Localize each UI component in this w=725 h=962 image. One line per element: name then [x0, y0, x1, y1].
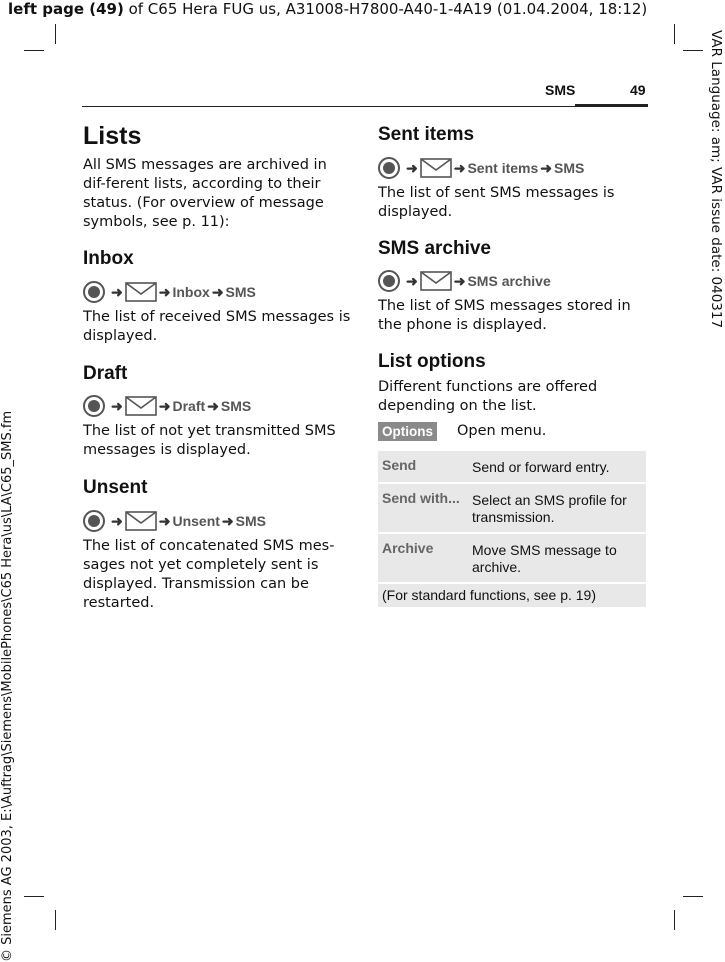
inbox-heading: Inbox — [83, 248, 134, 269]
table-row — [378, 451, 646, 482]
option-key: Send — [378, 451, 468, 482]
crop-mark — [683, 896, 703, 897]
option-key: Send with... — [378, 484, 468, 532]
arrow-right-icon: ➜ — [453, 272, 466, 289]
sent-items-menu-path — [378, 154, 648, 182]
right-column — [378, 123, 648, 609]
table-row — [378, 584, 646, 607]
crop-mark — [674, 910, 675, 930]
path-item: Sent items — [467, 160, 539, 176]
options-key-row — [378, 422, 648, 441]
crop-mark — [683, 50, 703, 51]
arrow-right-icon: ➜ — [540, 159, 553, 176]
envelope-icon — [420, 271, 452, 291]
path-item: SMS — [554, 160, 585, 176]
arrow-right-icon: ➜ — [211, 283, 224, 300]
header-rule-accent — [575, 104, 648, 107]
arrow-right-icon: ➜ — [111, 512, 123, 529]
sms-archive-menu-path — [378, 267, 648, 295]
path-item: SMS — [225, 284, 256, 300]
table-row — [378, 534, 646, 582]
path-item: SMS — [235, 513, 266, 529]
option-desc: Send or forward entry. — [468, 451, 646, 482]
arrow-right-icon: ➜ — [406, 159, 418, 176]
option-desc: Select an SMS profile for transmission. — [468, 484, 646, 532]
crop-mark — [674, 24, 675, 44]
sms-archive-heading: SMS archive — [378, 238, 491, 259]
intro-text: All SMS messages are archived in dif-ferent lists, according to their status. (For overview of message symbols, see p. 11): — [83, 157, 327, 230]
inbox-menu-path — [83, 278, 353, 306]
options-table — [378, 449, 646, 609]
navigation-key-icon — [83, 281, 105, 303]
table-row — [378, 484, 646, 532]
arrow-right-icon: ➜ — [221, 512, 234, 529]
draft-menu-path — [83, 392, 353, 420]
path-item: Inbox — [172, 284, 210, 300]
copyright-path: © Siemens AG 2003, E:\Auftrag\Siemens\MobilePhones\C65 Hera\us\LA\C65_SMS.fm — [0, 410, 15, 962]
envelope-icon — [125, 511, 157, 531]
print-header-bold: left page (49) — [8, 0, 124, 18]
print-header-rest: of C65 Hera FUG us, A31008-H7800-A40-1-4A19 (01.04.2004, 18:12) — [123, 0, 648, 18]
crop-mark — [55, 24, 56, 44]
draft-text: The list of not yet transmitted SMS messages is displayed. — [83, 423, 336, 458]
navigation-key-icon — [83, 510, 105, 532]
inbox-text: The list of received SMS messages is displayed. — [83, 309, 351, 344]
path-item: Unsent — [172, 513, 220, 529]
crop-mark — [24, 896, 44, 897]
envelope-icon — [420, 158, 452, 178]
arrow-right-icon: ➜ — [207, 397, 219, 414]
list-options-heading: List options — [378, 351, 486, 372]
navigation-key-icon — [378, 157, 400, 179]
sms-archive-text: The list of SMS messages stored in the phone is displayed. — [378, 298, 631, 333]
arrow-right-icon: ➜ — [158, 283, 171, 300]
left-column — [83, 121, 353, 613]
path-item: SMS archive — [467, 273, 551, 289]
options-footer: (For standard functions, see p. 19) — [378, 584, 646, 607]
path-item: SMS — [220, 398, 252, 414]
print-header — [8, 0, 647, 18]
envelope-icon — [125, 282, 157, 302]
navigation-key-icon — [378, 270, 400, 292]
unsent-text: The list of concatenated SMS mes-sages not yet completely sent is displayed. Transmission can be restarted. — [83, 538, 335, 611]
crop-mark — [55, 910, 56, 930]
page-title: Lists — [83, 122, 142, 150]
option-key: Archive — [378, 534, 468, 582]
page-number: 49 — [630, 82, 646, 98]
options-softkey: Options — [378, 422, 437, 441]
path-item: Draft — [172, 398, 206, 414]
crop-mark — [24, 50, 44, 51]
arrow-right-icon: ➜ — [453, 159, 466, 176]
arrow-right-icon: ➜ — [158, 512, 171, 529]
header-rule — [82, 106, 648, 107]
arrow-right-icon: ➜ — [406, 272, 418, 289]
unsent-heading: Unsent — [83, 477, 148, 498]
unsent-menu-path — [83, 507, 353, 535]
sent-items-heading: Sent items — [378, 124, 475, 145]
sent-items-text: The list of sent SMS messages is displayed. — [378, 185, 615, 220]
draft-heading: Draft — [83, 363, 128, 384]
navigation-key-icon — [83, 395, 105, 417]
option-desc: Move SMS message to archive. — [468, 534, 646, 582]
arrow-right-icon: ➜ — [111, 283, 123, 300]
section-title: SMS — [545, 82, 576, 98]
list-options-text: Different functions are offered depending on the list. — [378, 379, 598, 414]
var-language-note: VAR Language: am; VAR issue date: 040317 — [708, 30, 724, 329]
arrow-right-icon: ➜ — [158, 397, 171, 414]
options-softkey-desc: Open menu. — [457, 423, 547, 439]
envelope-icon — [125, 396, 157, 416]
arrow-right-icon: ➜ — [111, 397, 123, 414]
